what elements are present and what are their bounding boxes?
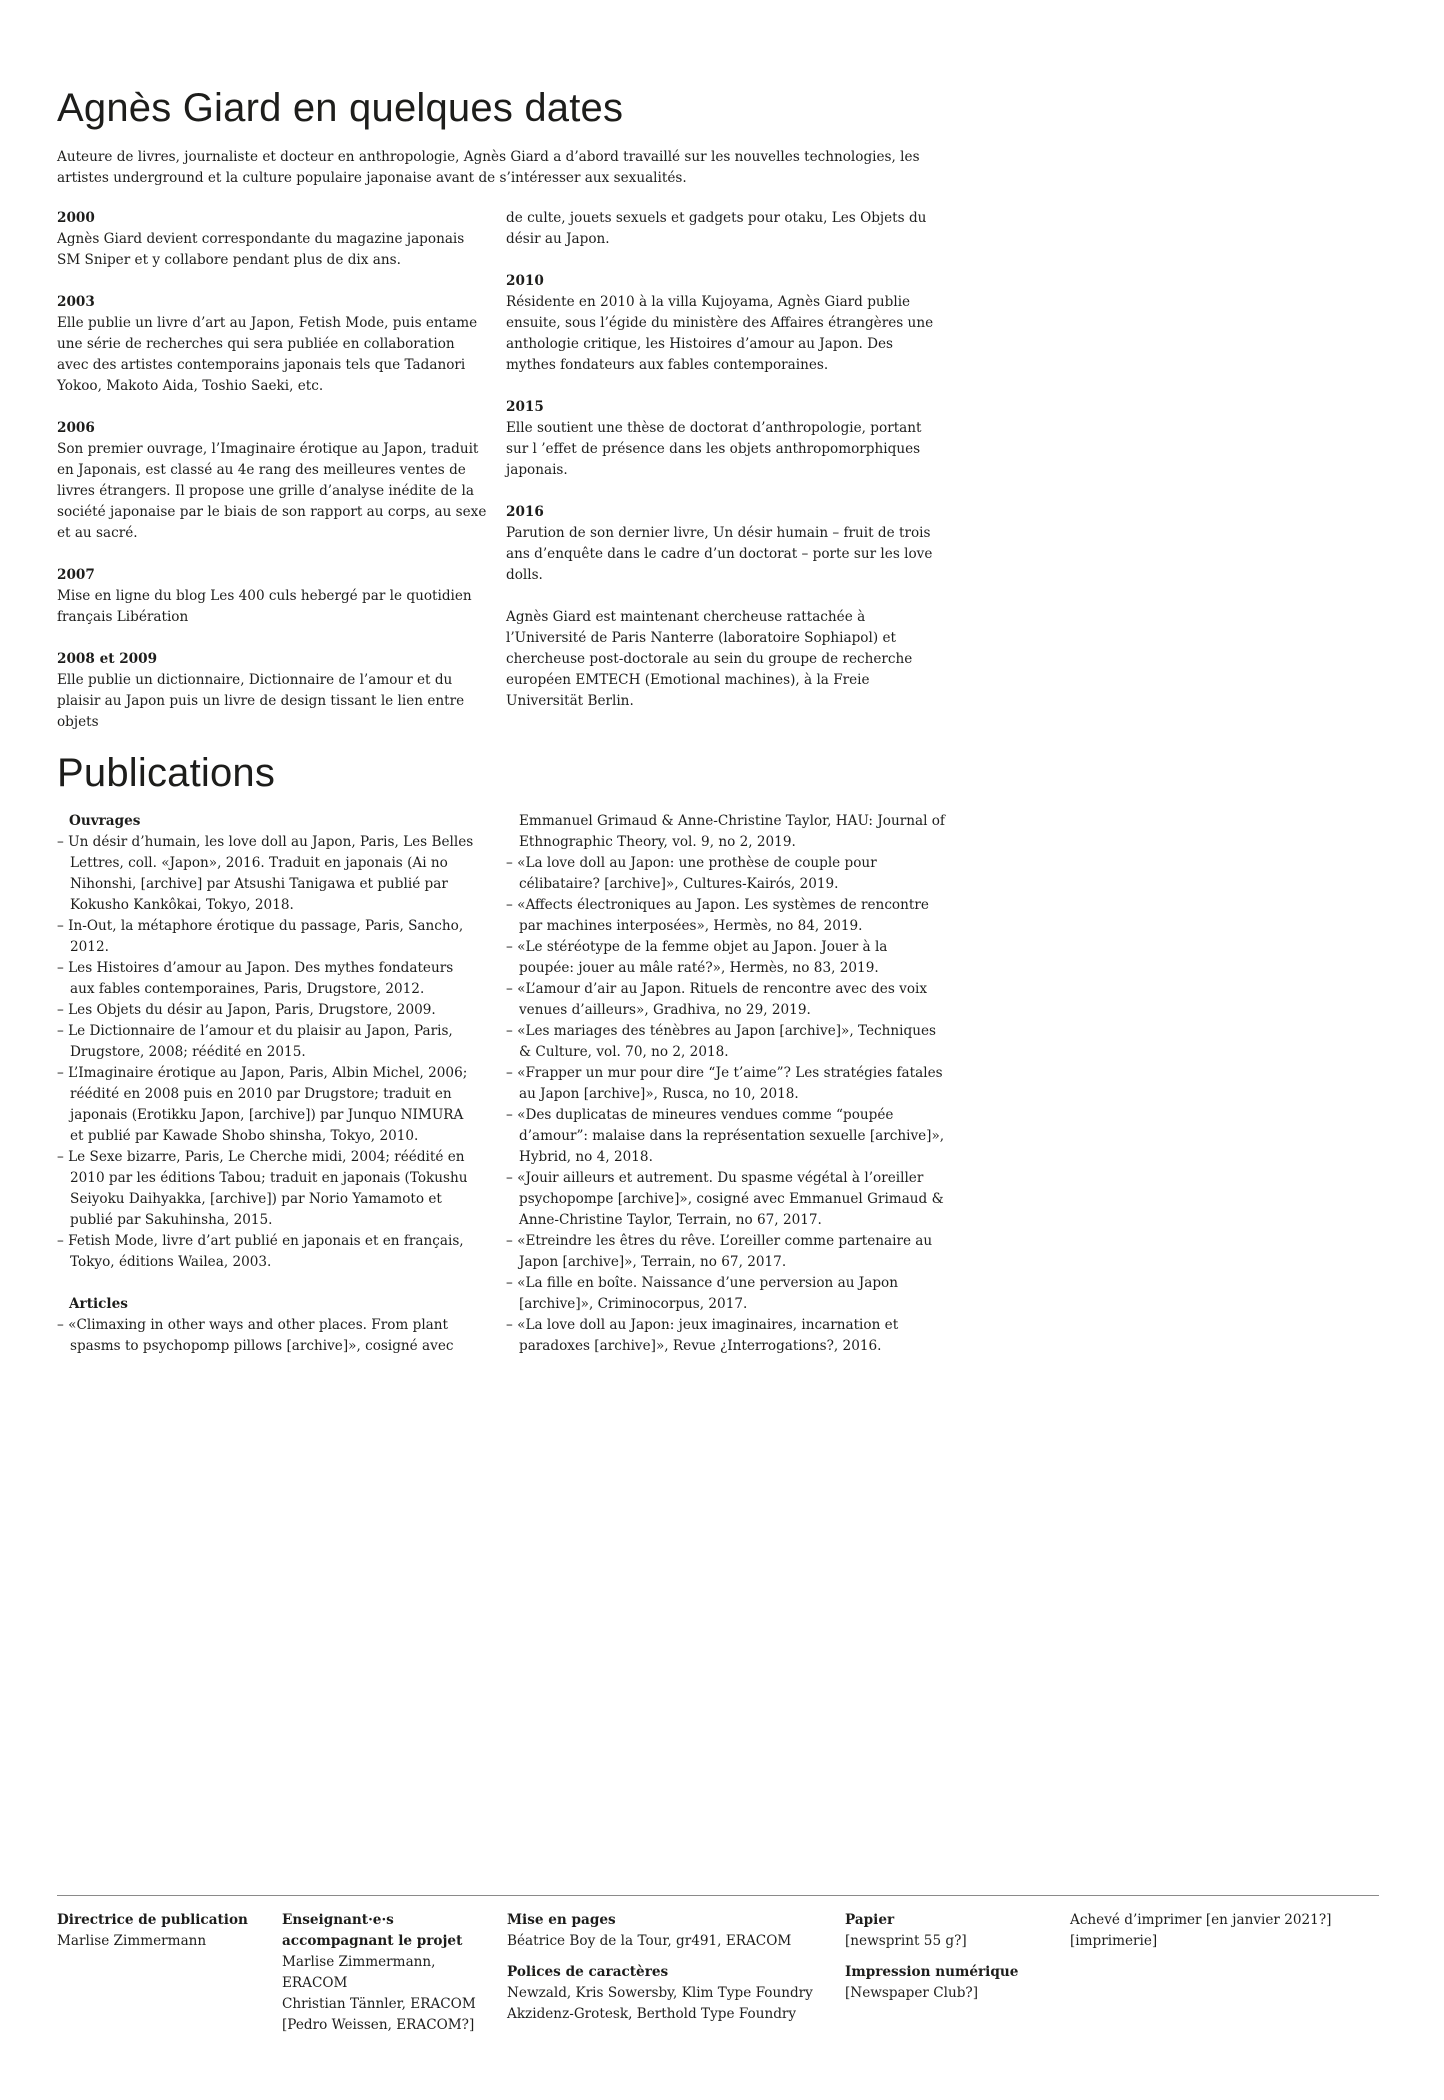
timeline-entry <box>57 565 487 628</box>
section-title-dates: Agnès Giard en quelques dates <box>57 86 624 130</box>
colophon-heading: Impression numérique <box>845 1964 1019 1980</box>
timeline-text: Résidente en 2010 à la villa Kujoyama, Agnès Giard publie ensuite, sous l’égide du ministère des Affaires étrangères une anthologie critique, les Histoires d’amour au Japon. Des mythes fondateurs aux fables contemporaines. <box>506 294 934 373</box>
timeline-text: Son premier ouvrage, l’Imaginaire érotique au Japon, traduit en Japonais, est classé au 4e rang des meilleures ventes de livres étrangers. Il propose une grille d’analyse inédite de la société japonaise par le biais de son rapport au corps, au sexe et au sacré. <box>57 441 487 541</box>
timeline-text: de culte, jouets sexuels et gadgets pour otaku, Les Objets du désir au Japon. <box>506 210 927 247</box>
list-item: – Le Sexe bizarre, Paris, Le Cherche midi, 2004; réédité en 2010 par les éditions Tabou; traduit en japonais (Tokushu Seiyoku Daihyakka, [archive]) par Norio Yamamoto et publié par Sakuhinsha, 2015. <box>57 1147 477 1231</box>
section-title-publications: Publications <box>57 751 276 795</box>
list-item: – «Frapper un mur pour dire “Je t’aime”? Les stratégies fatales au Japon [archive]», Rusca, no 10, 2018. <box>506 1063 946 1105</box>
list-item: – «Des duplicatas de mineures vendues comme “poupée d’amour”: malaise dans la représentation sexuelle [archive]», Hybrid, no 4, 2018. <box>506 1105 946 1168</box>
intro-paragraph: Auteure de livres, journaliste et docteur en anthropologie, Agnès Giard a d’abord travaillé sur les nouvelles technologies, les artistes underground et la culture populaire japonaise avant de s’intéresser aux sexualités. <box>57 149 920 186</box>
timeline-year: 2008 et 2009 <box>57 651 158 667</box>
timeline-text: Agnès Giard devient correspondante du magazine japonais SM Sniper et y collabore pendant plus de dix ans. <box>57 231 465 268</box>
colophon-heading: Mise en pages <box>507 1912 616 1928</box>
colophon-value: [Pedro Weissen, ERACOM?] <box>282 2017 475 2033</box>
timeline-entry <box>506 397 936 481</box>
list-item: – In-Out, la métaphore érotique du passage, Paris, Sancho, 2012. <box>57 916 477 958</box>
timeline-entry <box>506 271 936 376</box>
timeline-entry <box>57 292 487 397</box>
timeline-entry <box>57 649 487 733</box>
timeline-text: Elle publie un livre d’art au Japon, Fetish Mode, puis entame une série de recherches qui sera publiée en collaboration avec des artistes contemporains japonais tels que Tadanori Yokoo, Makoto Aida, Toshio Saeki, etc. <box>57 315 478 394</box>
timeline-column-2 <box>506 208 936 712</box>
timeline-entry <box>57 208 487 271</box>
list-item: – Le Dictionnaire de l’amour et du plaisir au Japon, Paris, Drugstore, 2008; réédité en 2015. <box>57 1021 477 1063</box>
colophon-value: Marlise Zimmermann, ERACOM <box>282 1954 436 1991</box>
publications-column-1 <box>57 811 477 1378</box>
colophon-mise-en-pages <box>507 1910 827 2025</box>
colophon-heading: Enseignant·e·s accompagnant le projet <box>282 1912 463 1949</box>
ouvrages-list <box>57 832 477 1273</box>
colophon-heading: Polices de caractères <box>507 1964 669 1980</box>
timeline-continuation <box>506 208 936 250</box>
colophon-value: Akzidenz-Grotesk, Berthold Type Foundry <box>507 2006 797 2022</box>
footer-divider <box>57 1895 1379 1896</box>
list-item-continuation: Emmanuel Grimaud & Anne-Christine Taylor, HAU: Journal of Ethnographic Theory, vol. 9, no 2, 2019. <box>519 813 945 850</box>
list-item: – «La love doll au Japon: une prothèse de couple pour célibataire? [archive]», Cultures-Kairós, 2019. <box>506 853 946 895</box>
timeline-year: 2010 <box>506 273 544 289</box>
colophon-value: Christian Tännler, ERACOM <box>282 1996 476 2012</box>
articles-list <box>57 1315 477 1357</box>
articles-list-continued <box>506 853 946 1357</box>
publications-column-2 <box>506 811 946 1378</box>
list-item: – «Affects électroniques au Japon. Les systèmes de rencontre par machines interposées», Hermès, no 84, 2019. <box>506 895 946 937</box>
list-item: – «L’amour d’air au Japon. Rituels de rencontre avec des voix venues d’ailleurs», Gradhiva, no 29, 2019. <box>506 979 946 1021</box>
colophon-value: Newzald, Kris Sowersby, Klim Type Foundry <box>507 1985 813 2001</box>
list-item: – Les Histoires d’amour au Japon. Des mythes fondateurs aux fables contemporaines, Paris, Drugstore, 2012. <box>57 958 477 1000</box>
timeline-entry <box>506 502 936 586</box>
colophon-value: [Newspaper Club?] <box>845 1985 979 2001</box>
list-item: – Les Objets du désir au Japon, Paris, Drugstore, 2009. <box>57 1000 477 1021</box>
colophon-enseignants <box>282 1910 497 2036</box>
colophon-value: Béatrice Boy de la Tour, gr491, ERACOM <box>507 1933 792 1949</box>
list-item: – Fetish Mode, livre d’art publié en japonais et en français, Tokyo, éditions Wailea, 2003. <box>57 1231 477 1273</box>
list-item: – «La love doll au Japon: jeux imaginaires, incarnation et paradoxes [archive]», Revue ¿Interrogations?, 2016. <box>506 1315 946 1357</box>
timeline-year: 2015 <box>506 399 544 415</box>
timeline-column-1 <box>57 208 487 754</box>
timeline-text: Elle soutient une thèse de doctorat d’anthropologie, portant sur l ’effet de présence dans les objets anthropomorphiques japonais. <box>506 420 922 478</box>
timeline-closing: Agnès Giard est maintenant chercheuse rattachée à l’Université de Paris Nanterre (laboratoire Sophiapol) et chercheuse post-doctorale au sein du groupe de recherche européen EMTECH (Emotional machines), à la Freie Universität Berlin. <box>506 609 913 709</box>
list-item: – «La fille en boîte. Naissance d’une perversion au Japon [archive]», Criminocorpus, 2017. <box>506 1273 946 1315</box>
timeline-year: 2003 <box>57 294 95 310</box>
colophon-papier <box>845 1910 1055 2004</box>
list-item: – L’Imaginaire érotique au Japon, Paris, Albin Michel, 2006; réédité en 2008 puis en 2010 par Drugstore; traduit en japonais (Erotikku Japon, [archive]) par Junquo NIMURA et publié par Kawade Shobo shinsha, Tokyo, 2010. <box>57 1063 477 1147</box>
timeline-entry <box>57 418 487 544</box>
colophon-value: [newsprint 55 g?] <box>845 1933 967 1949</box>
list-item: – «Etreindre les êtres du rêve. L’oreiller comme partenaire au Japon [archive]», Terrain, no 67, 2017. <box>506 1231 946 1273</box>
timeline-year: 2007 <box>57 567 95 583</box>
colophon-acheve <box>1070 1910 1370 1952</box>
timeline-year: 2000 <box>57 210 95 226</box>
list-item: – Un désir d’humain, les love doll au Japon, Paris, Les Belles Lettres, coll. «Japon», 2016. Traduit en japonais (Ai no Nihonshi, [archive] par Atsushi Tanigawa et publié par Kokusho Kankôkai, Tokyo, 2018. <box>57 832 477 916</box>
articles-heading: Articles <box>69 1296 128 1312</box>
list-item: – «Le stéréotype de la femme objet au Japon. Jouer à la poupée: jouer au mâle raté?», Hermès, no 83, 2019. <box>506 937 946 979</box>
colophon-value: Achevé d’imprimer [en janvier 2021?] <box>1070 1912 1332 1928</box>
list-item: – «Les mariages des ténèbres au Japon [archive]», Techniques & Culture, vol. 70, no 2, 2018. <box>506 1021 946 1063</box>
colophon-heading: Directrice de publication <box>57 1912 248 1928</box>
list-item: – «Jouir ailleurs et autrement. Du spasme végétal à l’oreiller psychopompe [archive]», cosigné avec Emmanuel Grimaud & Anne-Christine Taylor, Terrain, no 67, 2017. <box>506 1168 946 1231</box>
colophon-value: Marlise Zimmermann <box>57 1933 207 1949</box>
colophon-directrice <box>57 1910 272 1952</box>
colophon-heading: Papier <box>845 1912 895 1928</box>
colophon-value: [imprimerie] <box>1070 1933 1158 1949</box>
timeline-text: Elle publie un dictionnaire, Dictionnaire de l’amour et du plaisir au Japon puis un livre de design tissant le lien entre objets <box>57 672 465 730</box>
timeline-text: Mise en ligne du blog Les 400 culs hebergé par le quotidien français Libération <box>57 588 472 625</box>
list-item: – «Climaxing in other ways and other places. From plant spasms to psychopomp pillows [archive]», cosigné avec <box>57 1315 477 1357</box>
ouvrages-heading: Ouvrages <box>69 813 141 829</box>
timeline-year: 2006 <box>57 420 95 436</box>
timeline-text: Parution de son dernier livre, Un désir humain – fruit de trois ans d’enquête dans le cadre d’un doctorat – porte sur les love dolls. <box>506 525 933 583</box>
timeline-year: 2016 <box>506 504 544 520</box>
